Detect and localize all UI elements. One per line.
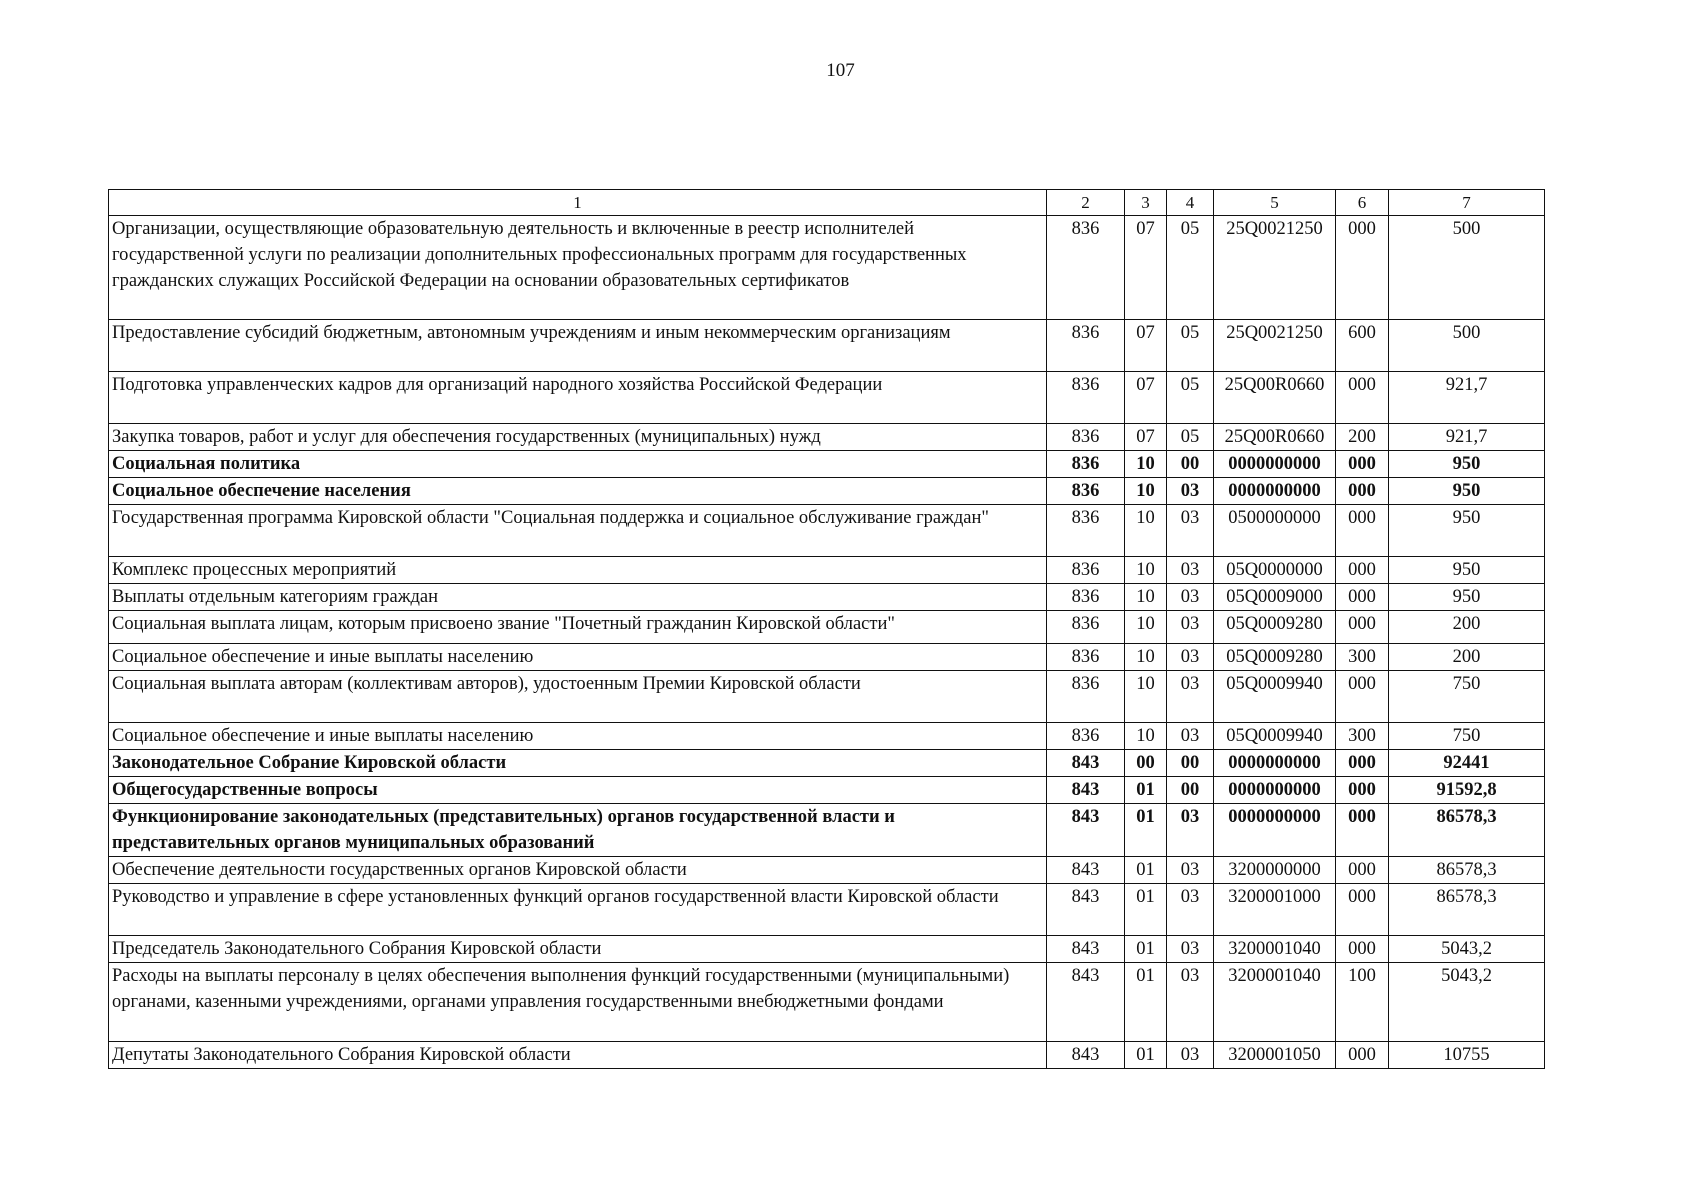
subsection-cell: 03: [1167, 644, 1214, 671]
expense-type-cell: 000: [1336, 372, 1389, 424]
expense-type-cell: 000: [1336, 936, 1389, 963]
row-name-cell: Обеспечение деятельности государственных органов Кировской области: [109, 857, 1047, 884]
admin-code-cell: 836: [1047, 320, 1125, 372]
target-article-cell: 05Q0009280: [1214, 644, 1336, 671]
header-row: [109, 190, 1545, 216]
target-article-cell: 05Q0009940: [1214, 723, 1336, 750]
table-row: [109, 804, 1545, 857]
expense-type-cell: 200: [1336, 424, 1389, 451]
amount-cell: 86578,3: [1389, 804, 1545, 857]
admin-code-cell: 836: [1047, 723, 1125, 750]
amount-cell: 500: [1389, 216, 1545, 320]
admin-code-cell: 843: [1047, 936, 1125, 963]
target-article-cell: 3200000000: [1214, 857, 1336, 884]
admin-code-cell: 836: [1047, 584, 1125, 611]
table-row: [109, 644, 1545, 671]
amount-cell: 91592,8: [1389, 777, 1545, 804]
table-body: [109, 216, 1545, 1069]
subsection-cell: 05: [1167, 320, 1214, 372]
section-cell: 01: [1125, 963, 1167, 1042]
amount-cell: 5043,2: [1389, 936, 1545, 963]
target-article-cell: 25Q00R0660: [1214, 424, 1336, 451]
row-name-cell: Расходы на выплаты персоналу в целях обеспечения выполнения функций государственными (муниципальными) органами, казенными учреждениями, органами управления государственными внебюджетными фондами: [109, 963, 1047, 1042]
row-name-cell: Общегосударственные вопросы: [109, 777, 1047, 804]
table-row: [109, 505, 1545, 557]
row-name-cell: Социальное обеспечение и иные выплаты населению: [109, 723, 1047, 750]
table-row: [109, 584, 1545, 611]
table-row: [109, 884, 1545, 936]
amount-cell: 5043,2: [1389, 963, 1545, 1042]
section-cell: 01: [1125, 804, 1167, 857]
admin-code-cell: 836: [1047, 451, 1125, 478]
amount-cell: 950: [1389, 557, 1545, 584]
expense-type-cell: 000: [1336, 857, 1389, 884]
amount-cell: 950: [1389, 451, 1545, 478]
section-cell: 00: [1125, 750, 1167, 777]
admin-code-cell: 843: [1047, 750, 1125, 777]
amount-cell: 200: [1389, 611, 1545, 644]
column-header: 5: [1214, 190, 1336, 216]
amount-cell: 92441: [1389, 750, 1545, 777]
table-row: [109, 857, 1545, 884]
admin-code-cell: 843: [1047, 963, 1125, 1042]
subsection-cell: 05: [1167, 424, 1214, 451]
section-cell: 10: [1125, 505, 1167, 557]
row-name-cell: Социальное обеспечение и иные выплаты населению: [109, 644, 1047, 671]
table-row: [109, 320, 1545, 372]
row-name-cell: Председатель Законодательного Собрания Кировской области: [109, 936, 1047, 963]
target-article-cell: 25Q0021250: [1214, 320, 1336, 372]
section-cell: 01: [1125, 884, 1167, 936]
subsection-cell: 03: [1167, 857, 1214, 884]
amount-cell: 500: [1389, 320, 1545, 372]
expense-type-cell: 000: [1336, 671, 1389, 723]
admin-code-cell: 836: [1047, 216, 1125, 320]
subsection-cell: 03: [1167, 478, 1214, 505]
target-article-cell: 05Q0009000: [1214, 584, 1336, 611]
target-article-cell: 3200001040: [1214, 936, 1336, 963]
admin-code-cell: 836: [1047, 671, 1125, 723]
amount-cell: 750: [1389, 723, 1545, 750]
amount-cell: 950: [1389, 584, 1545, 611]
row-name-cell: Предоставление субсидий бюджетным, автономным учреждениям и иным некоммерческим организациям: [109, 320, 1047, 372]
subsection-cell: 03: [1167, 671, 1214, 723]
subsection-cell: 00: [1167, 750, 1214, 777]
amount-cell: 200: [1389, 644, 1545, 671]
subsection-cell: 03: [1167, 936, 1214, 963]
section-cell: 10: [1125, 671, 1167, 723]
amount-cell: 921,7: [1389, 372, 1545, 424]
amount-cell: 950: [1389, 505, 1545, 557]
table-row: [109, 963, 1545, 1042]
expense-type-cell: 000: [1336, 557, 1389, 584]
section-cell: 01: [1125, 857, 1167, 884]
target-article-cell: 0000000000: [1214, 750, 1336, 777]
section-cell: 01: [1125, 777, 1167, 804]
section-cell: 01: [1125, 936, 1167, 963]
amount-cell: 950: [1389, 478, 1545, 505]
amount-cell: 86578,3: [1389, 857, 1545, 884]
subsection-cell: 03: [1167, 557, 1214, 584]
subsection-cell: 05: [1167, 372, 1214, 424]
target-article-cell: 0000000000: [1214, 451, 1336, 478]
subsection-cell: 00: [1167, 451, 1214, 478]
row-name-cell: Социальная выплата авторам (коллективам авторов), удостоенным Премии Кировской области: [109, 671, 1047, 723]
target-article-cell: 0000000000: [1214, 777, 1336, 804]
column-header: 6: [1336, 190, 1389, 216]
subsection-cell: 03: [1167, 611, 1214, 644]
column-header: 1: [109, 190, 1047, 216]
admin-code-cell: 836: [1047, 424, 1125, 451]
expense-type-cell: 100: [1336, 963, 1389, 1042]
row-name-cell: Государственная программа Кировской области "Социальная поддержка и социальное обслуживание граждан": [109, 505, 1047, 557]
column-header: 7: [1389, 190, 1545, 216]
row-name-cell: Функционирование законодательных (представительных) органов государственной власти и представительных органов муниципальных образований: [109, 804, 1047, 857]
target-article-cell: 0500000000: [1214, 505, 1336, 557]
target-article-cell: 25Q00R0660: [1214, 372, 1336, 424]
subsection-cell: 03: [1167, 723, 1214, 750]
admin-code-cell: 843: [1047, 857, 1125, 884]
expense-type-cell: 600: [1336, 320, 1389, 372]
row-name-cell: Подготовка управленческих кадров для организаций народного хозяйства Российской Федерации: [109, 372, 1047, 424]
table-row: [109, 671, 1545, 723]
amount-cell: 921,7: [1389, 424, 1545, 451]
section-cell: 07: [1125, 372, 1167, 424]
table-row: [109, 777, 1545, 804]
section-cell: 10: [1125, 723, 1167, 750]
table-row: [109, 723, 1545, 750]
admin-code-cell: 836: [1047, 557, 1125, 584]
target-article-cell: 05Q0000000: [1214, 557, 1336, 584]
row-name-cell: Законодательное Собрание Кировской области: [109, 750, 1047, 777]
row-name-cell: Социальная выплата лицам, которым присвоено звание "Почетный гражданин Кировской области": [109, 611, 1047, 644]
target-article-cell: 05Q0009940: [1214, 671, 1336, 723]
amount-cell: 750: [1389, 671, 1545, 723]
amount-cell: 86578,3: [1389, 884, 1545, 936]
table-row: [109, 611, 1545, 644]
admin-code-cell: 843: [1047, 884, 1125, 936]
target-article-cell: 25Q0021250: [1214, 216, 1336, 320]
row-name-cell: Социальное обеспечение населения: [109, 478, 1047, 505]
expense-type-cell: 000: [1336, 750, 1389, 777]
admin-code-cell: 836: [1047, 611, 1125, 644]
expense-type-cell: 000: [1336, 478, 1389, 505]
expense-type-cell: 000: [1336, 584, 1389, 611]
admin-code-cell: 836: [1047, 505, 1125, 557]
subsection-cell: 03: [1167, 963, 1214, 1042]
table-row: [109, 478, 1545, 505]
column-header: 2: [1047, 190, 1125, 216]
section-cell: 01: [1125, 1042, 1167, 1069]
section-cell: 07: [1125, 320, 1167, 372]
section-cell: 10: [1125, 451, 1167, 478]
row-name-cell: Организации, осуществляющие образовательную деятельность и включенные в реестр исполнителей государственной услуги по реализации дополнительных профессиональных программ для государственных гражданских служащих Российской Федерации на основании образовательных сертификатов: [109, 216, 1047, 320]
subsection-cell: 05: [1167, 216, 1214, 320]
section-cell: 10: [1125, 611, 1167, 644]
target-article-cell: 0000000000: [1214, 804, 1336, 857]
expense-type-cell: 300: [1336, 723, 1389, 750]
table-row: [109, 424, 1545, 451]
expense-type-cell: 000: [1336, 804, 1389, 857]
row-name-cell: Депутаты Законодательного Собрания Кировской области: [109, 1042, 1047, 1069]
admin-code-cell: 843: [1047, 1042, 1125, 1069]
row-name-cell: Выплаты отдельным категориям граждан: [109, 584, 1047, 611]
budget-table: [108, 189, 1545, 1069]
row-name-cell: Социальная политика: [109, 451, 1047, 478]
table-row: [109, 216, 1545, 320]
row-name-cell: Закупка товаров, работ и услуг для обеспечения государственных (муниципальных) нужд: [109, 424, 1047, 451]
subsection-cell: 00: [1167, 777, 1214, 804]
target-article-cell: 3200001050: [1214, 1042, 1336, 1069]
column-header: 4: [1167, 190, 1214, 216]
page-number: 107: [826, 60, 855, 81]
section-cell: 10: [1125, 584, 1167, 611]
expense-type-cell: 000: [1336, 1042, 1389, 1069]
table-row: [109, 750, 1545, 777]
section-cell: 10: [1125, 557, 1167, 584]
target-article-cell: 3200001000: [1214, 884, 1336, 936]
expense-type-cell: 000: [1336, 451, 1389, 478]
subsection-cell: 03: [1167, 505, 1214, 557]
column-header: 3: [1125, 190, 1167, 216]
expense-type-cell: 000: [1336, 611, 1389, 644]
admin-code-cell: 836: [1047, 372, 1125, 424]
subsection-cell: 03: [1167, 1042, 1214, 1069]
expense-type-cell: 000: [1336, 777, 1389, 804]
section-cell: 10: [1125, 644, 1167, 671]
target-article-cell: 0000000000: [1214, 478, 1336, 505]
expense-type-cell: 000: [1336, 505, 1389, 557]
admin-code-cell: 843: [1047, 777, 1125, 804]
admin-code-cell: 836: [1047, 644, 1125, 671]
section-cell: 07: [1125, 216, 1167, 320]
table-row: [109, 372, 1545, 424]
section-cell: 07: [1125, 424, 1167, 451]
amount-cell: 10755: [1389, 1042, 1545, 1069]
row-name-cell: Руководство и управление в сфере установленных функций органов государственной власти Кировской области: [109, 884, 1047, 936]
admin-code-cell: 836: [1047, 478, 1125, 505]
table-row: [109, 557, 1545, 584]
target-article-cell: 05Q0009280: [1214, 611, 1336, 644]
subsection-cell: 03: [1167, 884, 1214, 936]
table-row: [109, 936, 1545, 963]
table-row: [109, 451, 1545, 478]
section-cell: 10: [1125, 478, 1167, 505]
target-article-cell: 3200001040: [1214, 963, 1336, 1042]
expense-type-cell: 000: [1336, 216, 1389, 320]
table-row: [109, 1042, 1545, 1069]
expense-type-cell: 000: [1336, 884, 1389, 936]
expense-type-cell: 300: [1336, 644, 1389, 671]
subsection-cell: 03: [1167, 584, 1214, 611]
row-name-cell: Комплекс процессных мероприятий: [109, 557, 1047, 584]
subsection-cell: 03: [1167, 804, 1214, 857]
admin-code-cell: 843: [1047, 804, 1125, 857]
